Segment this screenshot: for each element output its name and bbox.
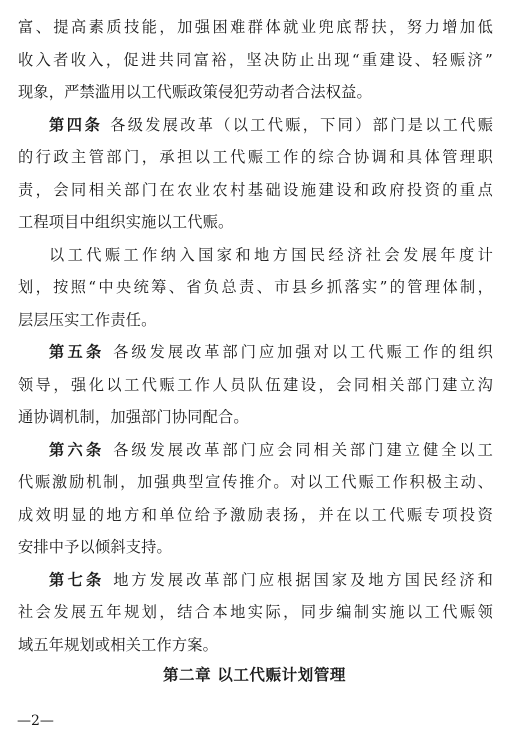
article-7-heading-line	[18, 564, 493, 597]
text-line	[18, 596, 493, 629]
text-line	[18, 629, 493, 662]
line-text: 各级发展改革（以工代赈，下同）部门是以工代赈	[110, 115, 493, 134]
line-text: 各级发展改革部门应会同相关部门建立健全以工	[113, 440, 493, 459]
text-line	[18, 271, 493, 304]
text-line	[18, 11, 493, 44]
text-line	[18, 304, 493, 337]
line-text: 的行政主管部门，承担以工代赈工作的综合协调和具体管理职	[18, 148, 493, 166]
line-text: 成效明显的地方和单位给予激励表扬，并在以工代赈专项投资	[18, 505, 493, 524]
chapter-title: 第二章 以工代赈计划管理	[162, 666, 347, 684]
line-text: 各级发展改革部门应加强对以工代赈工作的组织	[113, 343, 493, 361]
line-text: 以工代赈工作纳入国家和地方国民经济社会发展年度计	[49, 245, 493, 264]
line-text: 现象，严禁滥用以工代赈政策侵犯劳动者合法权益。	[18, 83, 372, 101]
line-text: 地方发展改革部门应根据国家及地方国民经济和	[113, 570, 493, 589]
line-text: 划，按照“中央统筹、省负总责、市县乡抓落实”的管理体制，	[18, 278, 493, 296]
line-text: 代赈激励机制，加强典型宣传推介。对以工代赈工作积极主动、	[18, 473, 493, 491]
article-label: 第四条	[49, 115, 111, 134]
text-line	[18, 369, 493, 402]
line-text: 领导，强化以工代赈工作人员队伍建设，会同相关部门建立沟	[18, 375, 493, 394]
article-label: 第五条	[49, 343, 114, 361]
text-line	[18, 44, 493, 77]
article-label: 第七条	[49, 570, 114, 589]
line-text: 层层压实工作责任。	[18, 310, 157, 329]
text-line	[18, 76, 493, 109]
line-text: 工程项目中组织实施以工代赈。	[18, 213, 234, 231]
text-line	[18, 174, 493, 207]
text-line	[18, 499, 493, 532]
text-line	[18, 531, 493, 564]
line-text: 责，会同相关部门在农业农村基础设施建设和政府投资的重点	[18, 180, 493, 199]
line-text: 富、提高素质技能，加强困难群体就业兜底帮扶，努力增加低	[18, 18, 493, 36]
article-5-heading-line	[18, 336, 493, 369]
line-text: 域五年规划或相关工作方案。	[18, 635, 219, 654]
text-line	[18, 466, 493, 499]
text-line	[18, 141, 493, 174]
line-text: 通协调机制，加强部门协同配合。	[18, 408, 249, 426]
text-line	[18, 401, 493, 434]
line-text: 社会发展五年规划，结合本地实际，同步编制实施以工代赈领	[18, 603, 493, 621]
page-number: —2—	[17, 713, 54, 729]
line-text: 安排中予以倾斜支持。	[18, 538, 172, 556]
article-4-heading-line	[18, 109, 493, 142]
text-line	[18, 206, 493, 239]
document-body	[18, 11, 493, 661]
article-6-heading-line	[18, 434, 493, 467]
article-label: 第六条	[49, 440, 114, 459]
line-text: 收入者收入，促进共同富裕，坚决防止出现“重建设、轻赈济”	[18, 50, 493, 69]
paragraph-first-line	[18, 239, 493, 272]
